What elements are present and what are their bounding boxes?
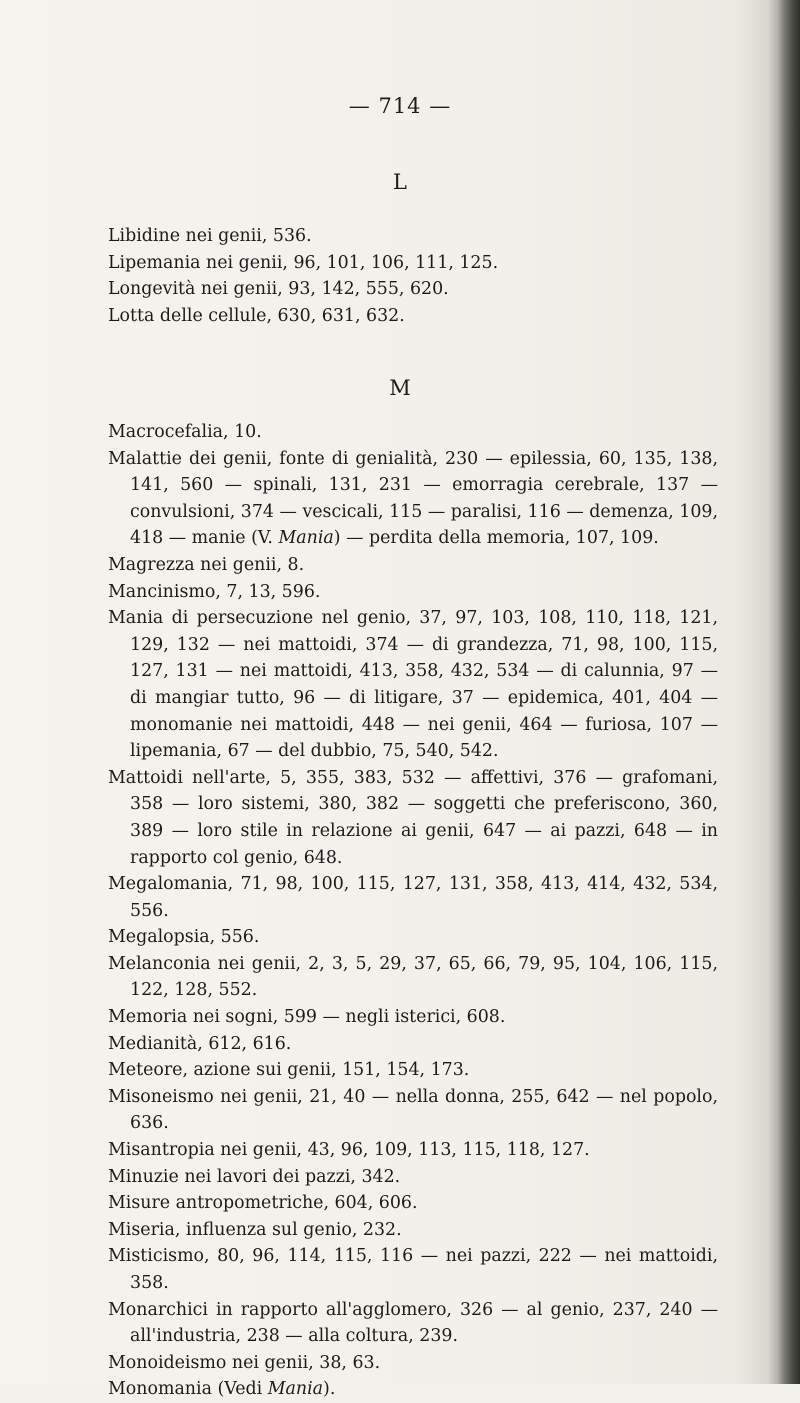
index-entry: Misantropia nei genii, 43, 96, 109, 113, 115, 118, 127. (108, 1140, 590, 1161)
index-entry: Libidine nei genii, 536. (108, 226, 312, 246)
index-entry: Meteore, azione sui genii, 151, 154, 173. (108, 1060, 470, 1081)
index-entry: Misoneismo nei genii, 21, 40 — nella donna, 255, 642 — nel popolo, 636. (108, 1086, 718, 1134)
index-entry: Monoideismo nei genii, 38, 63. (108, 1352, 381, 1373)
index-entry: Minuzie nei lavori dei pazzi, 342. (108, 1166, 401, 1187)
index-entry: Longevità nei genii, 93, 142, 555, 620. (108, 279, 449, 300)
page-edge-shadow (778, 0, 800, 1384)
section-letter-m: M (389, 376, 411, 400)
index-entry: Miseria, influenza sul genio, 232. (108, 1219, 402, 1240)
index-entry: Memoria nei sogni, 599 — negli isterici, 608. (108, 1007, 506, 1028)
index-entry: Megalomania, 71, 98, 100, 115, 127, 131, 358, 413, 414, 432, 534, 556. (108, 874, 718, 921)
index-entry: Monarchici in rapporto all'agglomero, 326 — al genio, 237, 240 — all'industria, 238 — alla coltura, 239. (108, 1299, 718, 1347)
index-entry: Monomania (Vedi Mania). (108, 1379, 336, 1400)
section-m-entries (108, 419, 718, 1403)
index-entry: Magrezza nei genii, 8. (108, 554, 305, 575)
index-entry: Misticismo, 80, 96, 114, 115, 116 — nei pazzi, 222 — nei mattoidi, 358. (108, 1246, 718, 1293)
index-entry: Mania di persecuzione nel genio, 37, 97, 103, 108, 110, 118, 121, 129, 132 — nei mattoidi, 374 — di grandezza, 71, 98, 100, 115, 127, 131 — nei mattoidi, 413, 358, 432, 534 — di calunnia, 97 — di mangiar tutto, 96 — di litigare, 37 — epidemica, 401, 404 — monomanie nei mattoidi, 448 — nei genii, 464 — furiosa, 107 — lipemania, 67 — del dubbio, 75, 540, 542. (108, 608, 718, 762)
section-l-entries (108, 223, 718, 329)
index-entry: Medianità, 612, 616. (108, 1033, 292, 1054)
index-entry: Mattoidi nell'arte, 5, 355, 383, 532 — affettivi, 376 — grafomani, 358 — loro sistemi, 380, 382 — soggetti che preferiscono, 360, 389 — loro stile in relazione ai genii, 647 — ai pazzi, 648 — in rapporto col genio, 648. (108, 767, 718, 868)
section-letter-l: L (393, 170, 407, 194)
index-entry: Lotta delle cellule, 630, 631, 632. (108, 305, 405, 326)
index-entry: Mancinismo, 7, 13, 596. (108, 581, 321, 602)
index-entry: Melanconia nei genii, 2, 3, 5, 29, 37, 65, 66, 79, 95, 104, 106, 115, 122, 128, 552. (108, 953, 718, 1001)
page-number: — 714 — (348, 94, 452, 118)
index-entry: Misure antropometriche, 604, 606. (108, 1193, 418, 1214)
index-entry: Lipemania nei genii, 96, 101, 106, 111, 125. (108, 252, 499, 273)
index-entry: Megalopsia, 556. (108, 927, 260, 948)
index-entry: Malattie dei genii, fonte di genialità, 230 — epilessia, 60, 135, 138, 141, 560 — spinali, 131, 231 — emorragia cerebrale, 137 — convulsioni, 374 — vescicali, 115 — paralisi, 116 — demenza, 109, 418 — manie (V. Mania) — perdita della memoria, 107, 109. (108, 448, 718, 549)
index-entry: Macrocefalia, 10. (108, 422, 262, 442)
